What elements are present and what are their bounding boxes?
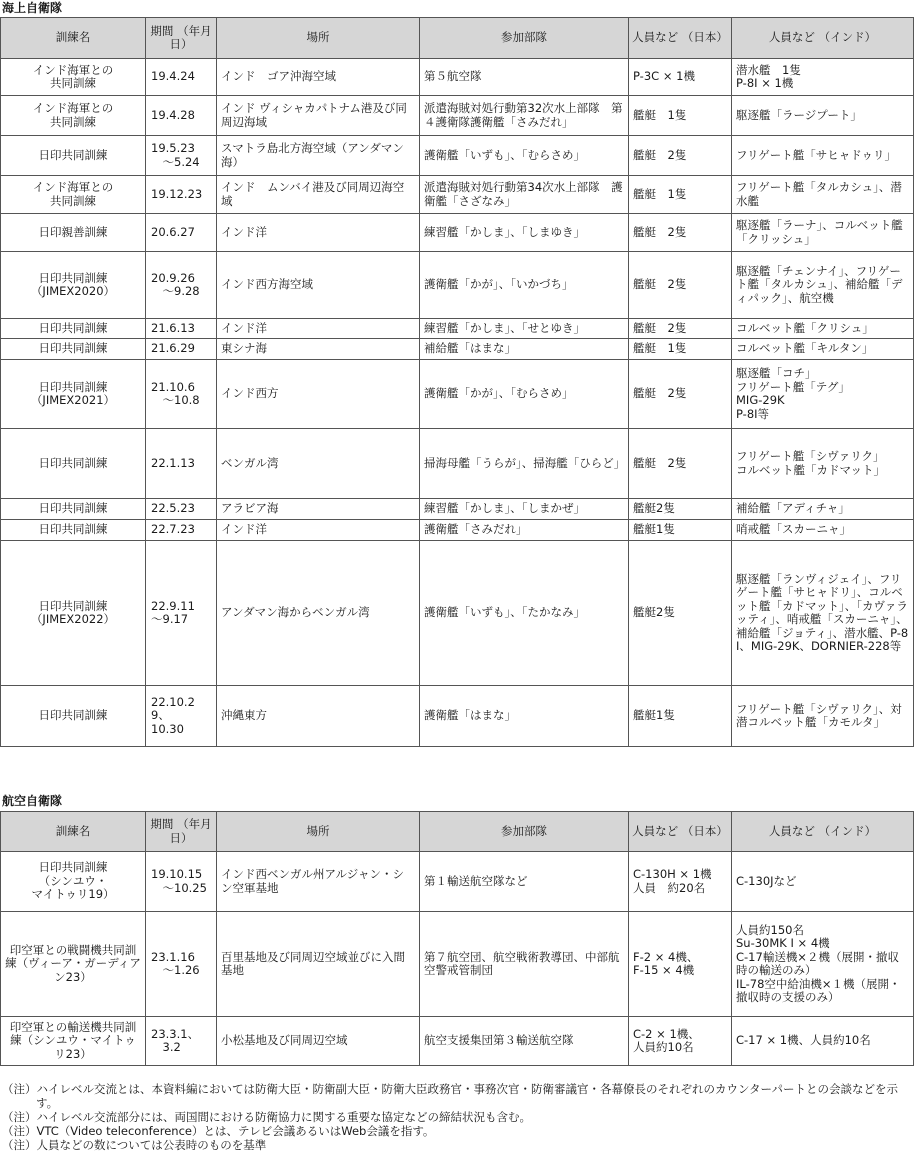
table-row bbox=[1, 499, 914, 520]
table-row bbox=[1, 176, 914, 214]
cell-personnel-india: 補給艦「アディチャ」 bbox=[732, 499, 914, 520]
cell-location: インド ゴア沖海空域 bbox=[217, 59, 420, 96]
cell-training-name: 印空軍との輸送機共同訓練（シンユウ・マイトゥリ23） bbox=[1, 1017, 146, 1066]
header-units: 参加部隊 bbox=[420, 18, 629, 59]
cell-location: インド ヴィシャカパトナム港及び同周辺海域 bbox=[217, 96, 420, 136]
cell-units: 護衛艦「はまな」 bbox=[420, 686, 629, 747]
table-row bbox=[1, 360, 914, 429]
cell-personnel-japan: 艦艇2隻 bbox=[629, 499, 732, 520]
cell-training-name: 日印共同訓練 bbox=[1, 520, 146, 541]
cell-period: 19.12.23 bbox=[146, 176, 217, 214]
cell-location: インド ムンバイ港及び同周辺海空域 bbox=[217, 176, 420, 214]
note-item: （注）ハイレベル交流とは、本資料編においては防衛大臣・防衛副大臣・防衛大臣政務官・事務次官・防衛審議官・各幕僚長のそれぞれのカウンターパートとの会談などを示す。 bbox=[2, 1082, 898, 1110]
header-units: 参加部隊 bbox=[420, 812, 629, 852]
cell-units: 護衛艦「かが」、「いかづち」 bbox=[420, 252, 629, 319]
cell-units: 護衛艦「いずも」、「たかなみ」 bbox=[420, 541, 629, 686]
cell-training-name: 日印共同訓練 bbox=[1, 499, 146, 520]
cell-location: インド西方海空域 bbox=[217, 252, 420, 319]
cell-location: アラビア海 bbox=[217, 499, 420, 520]
cell-personnel-india: フリゲート艦「シヴァリク」、対潜コルベット艦「カモルタ」 bbox=[732, 686, 914, 747]
cell-personnel-japan: 艦艇 2隻 bbox=[629, 360, 732, 429]
cell-units: 第５航空隊 bbox=[420, 59, 629, 96]
header-training-name: 訓練名 bbox=[1, 18, 146, 59]
table-row bbox=[1, 541, 914, 686]
cell-training-name: インド海軍との 共同訓練 bbox=[1, 96, 146, 136]
cell-period: 21.6.29 bbox=[146, 339, 217, 360]
header-period: 期間 （年月日） bbox=[146, 812, 217, 852]
table-row bbox=[1, 96, 914, 136]
cell-training-name: インド海軍との 共同訓練 bbox=[1, 59, 146, 96]
cell-personnel-india: 駆逐艦「チェンナイ」、フリゲート艦「タルカシュ」、補給艦「ディパック」、航空機 bbox=[732, 252, 914, 319]
cell-units: 第７航空団、航空戦術教導団、中部航空警戒管制団 bbox=[420, 912, 629, 1017]
cell-personnel-japan: 艦艇 2隻 bbox=[629, 214, 732, 252]
asdf-section-title: 航空自衛隊 bbox=[2, 794, 63, 808]
cell-personnel-india: フリゲート艦「サヒャドゥリ」 bbox=[732, 136, 914, 176]
cell-units: 派遣海賊対処行動第32次水上部隊 第４護衛隊護衛艦「さみだれ」 bbox=[420, 96, 629, 136]
asdf-training-table bbox=[0, 811, 914, 1066]
cell-training-name: 日印共同訓練 bbox=[1, 429, 146, 499]
cell-personnel-japan: 艦艇 2隻 bbox=[629, 429, 732, 499]
cell-units: 護衛艦「いずも」、「むらさめ」 bbox=[420, 136, 629, 176]
cell-location: 東シナ海 bbox=[217, 339, 420, 360]
cell-training-name: 日印共同訓練 bbox=[1, 136, 146, 176]
cell-units: 航空支援集団第３輸送航空隊 bbox=[420, 1017, 629, 1066]
cell-training-name: 日印共同訓練 （JIMEX2021） bbox=[1, 360, 146, 429]
cell-units: 護衛艦「さみだれ」 bbox=[420, 520, 629, 541]
note-item: （注）ハイレベル交流部分には、両国間における防衛協力に関する重要な協定などの締結状況も含む。 bbox=[2, 1110, 531, 1124]
cell-period: 19.4.24 bbox=[146, 59, 217, 96]
cell-personnel-japan: 艦艇 2隻 bbox=[629, 252, 732, 319]
msdf-header-row bbox=[1, 18, 914, 59]
cell-period: 23.3.1、 3.2 bbox=[146, 1017, 217, 1066]
cell-period: 22.9.11 ～9.17 bbox=[146, 541, 217, 686]
cell-training-name: 日印共同訓練 （JIMEX2022） bbox=[1, 541, 146, 686]
table-row bbox=[1, 520, 914, 541]
cell-location: アンダマン海からベンガル湾 bbox=[217, 541, 420, 686]
cell-location: インド西ベンガル州アルジャン・シン空軍基地 bbox=[217, 852, 420, 912]
cell-period: 19.4.28 bbox=[146, 96, 217, 136]
cell-location: 沖縄東方 bbox=[217, 686, 420, 747]
cell-location: インド洋 bbox=[217, 520, 420, 541]
header-location: 場所 bbox=[217, 812, 420, 852]
header-personnel-india: 人員など （インド） bbox=[732, 812, 914, 852]
cell-location: ベンガル湾 bbox=[217, 429, 420, 499]
cell-personnel-india: コルベット艦「クリシュ」 bbox=[732, 319, 914, 339]
cell-location: 百里基地及び同周辺空域並びに入間基地 bbox=[217, 912, 420, 1017]
table-row bbox=[1, 912, 914, 1017]
cell-period: 19.10.15 ～10.25 bbox=[146, 852, 217, 912]
table-row bbox=[1, 319, 914, 339]
header-personnel-japan: 人員など （日本） bbox=[629, 812, 732, 852]
cell-training-name: 印空軍との戦闘機共同訓練（ヴィーア・ガーディアン23） bbox=[1, 912, 146, 1017]
cell-period: 23.1.16 ～1.26 bbox=[146, 912, 217, 1017]
cell-personnel-japan: P-3C × 1機 bbox=[629, 59, 732, 96]
cell-training-name: 日印共同訓練 （シンユウ・ マイトゥリ19） bbox=[1, 852, 146, 912]
cell-personnel-india: 駆逐艦「ラーナ」、コルベット艦「クリッシュ」 bbox=[732, 214, 914, 252]
cell-training-name: 日印親善訓練 bbox=[1, 214, 146, 252]
cell-units: 練習艦「かしま」、「しまかぜ」 bbox=[420, 499, 629, 520]
cell-training-name: 日印共同訓練 bbox=[1, 686, 146, 747]
cell-units: 練習艦「かしま」、「しまゆき」 bbox=[420, 214, 629, 252]
cell-personnel-japan: 艦艇 1隻 bbox=[629, 96, 732, 136]
cell-training-name: 日印共同訓練 （JIMEX2020） bbox=[1, 252, 146, 319]
table-row bbox=[1, 852, 914, 912]
cell-period: 22.10.29、 10.30 bbox=[146, 686, 217, 747]
cell-personnel-india: 駆逐艦「ランヴィジェイ」、フリゲート艦「サヒャドリ」、コルベット艦「カドマット」、「カヴァラッティ」、哨戒艦「スカーニャ」、補給艦「ジョティ」、潜水艦、P-8I、MIG-29K、DORNIER-228等 bbox=[732, 541, 914, 686]
cell-location: スマトラ島北方海空域（アンダマン海） bbox=[217, 136, 420, 176]
cell-period: 22.5.23 bbox=[146, 499, 217, 520]
cell-personnel-japan: F-2 × 4機、 F-15 × 4機 bbox=[629, 912, 732, 1017]
header-period: 期間 （年月日） bbox=[146, 18, 217, 59]
header-personnel-india: 人員など （インド） bbox=[732, 18, 914, 59]
cell-personnel-japan: 艦艇2隻 bbox=[629, 541, 732, 686]
cell-period: 19.5.23 ～5.24 bbox=[146, 136, 217, 176]
table-row bbox=[1, 214, 914, 252]
cell-personnel-india: C-17 × 1機、人員約10名 bbox=[732, 1017, 914, 1066]
table-row bbox=[1, 136, 914, 176]
cell-units: 掃海母艦「うらが」、掃海艦「ひらど」 bbox=[420, 429, 629, 499]
cell-personnel-india: 人員約150名 Su-30MK I × 4機 C-17輸送機×２機（展開・撤収時の輸送のみ） IL-78空中給油機×１機（展開・撤収時の支援のみ） bbox=[732, 912, 914, 1017]
note-item: （注）VTC（Video teleconference）とは、テレビ会議あるいはWeb会議を指す。 bbox=[2, 1124, 435, 1138]
cell-period: 20.6.27 bbox=[146, 214, 217, 252]
notes-section bbox=[2, 1082, 912, 1152]
cell-personnel-japan: 艦艇1隻 bbox=[629, 686, 732, 747]
cell-training-name: 日印共同訓練 bbox=[1, 339, 146, 360]
cell-personnel-india: 哨戒艦「スカーニャ」 bbox=[732, 520, 914, 541]
table-row bbox=[1, 252, 914, 319]
cell-personnel-india: C-130Jなど bbox=[732, 852, 914, 912]
cell-personnel-japan: 艦艇 2隻 bbox=[629, 319, 732, 339]
cell-personnel-japan: 艦艇1隻 bbox=[629, 520, 732, 541]
cell-personnel-japan: 艦艇 1隻 bbox=[629, 176, 732, 214]
cell-units: 補給艦「はまな」 bbox=[420, 339, 629, 360]
cell-personnel-japan: C-2 × 1機、 人員約10名 bbox=[629, 1017, 732, 1066]
cell-training-name: インド海軍との 共同訓練 bbox=[1, 176, 146, 214]
cell-personnel-japan: 艦艇 2隻 bbox=[629, 136, 732, 176]
cell-location: 小松基地及び同周辺空域 bbox=[217, 1017, 420, 1066]
cell-personnel-india: フリゲート艦「シヴァリク」 コルベット艦「カドマット」 bbox=[732, 429, 914, 499]
msdf-training-table bbox=[0, 17, 914, 747]
cell-location: インド西方 bbox=[217, 360, 420, 429]
cell-period: 20.9.26 ～9.28 bbox=[146, 252, 217, 319]
table-row bbox=[1, 339, 914, 360]
table-row bbox=[1, 59, 914, 96]
cell-personnel-india: 駆逐艦「コチ」 フリゲート艦「テグ」 MIG-29K P-8I等 bbox=[732, 360, 914, 429]
cell-personnel-japan: C-130H × 1機 人員 約20名 bbox=[629, 852, 732, 912]
cell-personnel-india: 潜水艦 1隻 P-8I × 1機 bbox=[732, 59, 914, 96]
header-personnel-japan: 人員など （日本） bbox=[629, 18, 732, 59]
table-row bbox=[1, 429, 914, 499]
cell-personnel-india: フリゲート艦「タルカシュ」、潜水艦 bbox=[732, 176, 914, 214]
cell-location: インド洋 bbox=[217, 319, 420, 339]
cell-period: 22.7.23 bbox=[146, 520, 217, 541]
cell-training-name: 日印共同訓練 bbox=[1, 319, 146, 339]
cell-units: 練習艦「かしま」、「せとゆき」 bbox=[420, 319, 629, 339]
header-location: 場所 bbox=[217, 18, 420, 59]
cell-location: インド洋 bbox=[217, 214, 420, 252]
asdf-header-row bbox=[1, 812, 914, 852]
msdf-section-title: 海上自衛隊 bbox=[2, 1, 63, 15]
cell-personnel-japan: 艦艇 1隻 bbox=[629, 339, 732, 360]
cell-personnel-india: 駆逐艦「ラージプート」 bbox=[732, 96, 914, 136]
cell-period: 22.1.13 bbox=[146, 429, 217, 499]
cell-period: 21.10.6 ～10.8 bbox=[146, 360, 217, 429]
cell-period: 21.6.13 bbox=[146, 319, 217, 339]
header-training-name: 訓練名 bbox=[1, 812, 146, 852]
cell-personnel-india: コルベット艦「キルタン」 bbox=[732, 339, 914, 360]
cell-units: 第１輸送航空隊など bbox=[420, 852, 629, 912]
cell-units: 派遣海賊対処行動第34次水上部隊 護衛艦「さざなみ」 bbox=[420, 176, 629, 214]
table-row bbox=[1, 686, 914, 747]
cell-units: 護衛艦「かが」、「むらさめ」 bbox=[420, 360, 629, 429]
note-item: （注）人員などの数については公表時のものを基準 bbox=[2, 1138, 267, 1152]
table-row bbox=[1, 1017, 914, 1066]
